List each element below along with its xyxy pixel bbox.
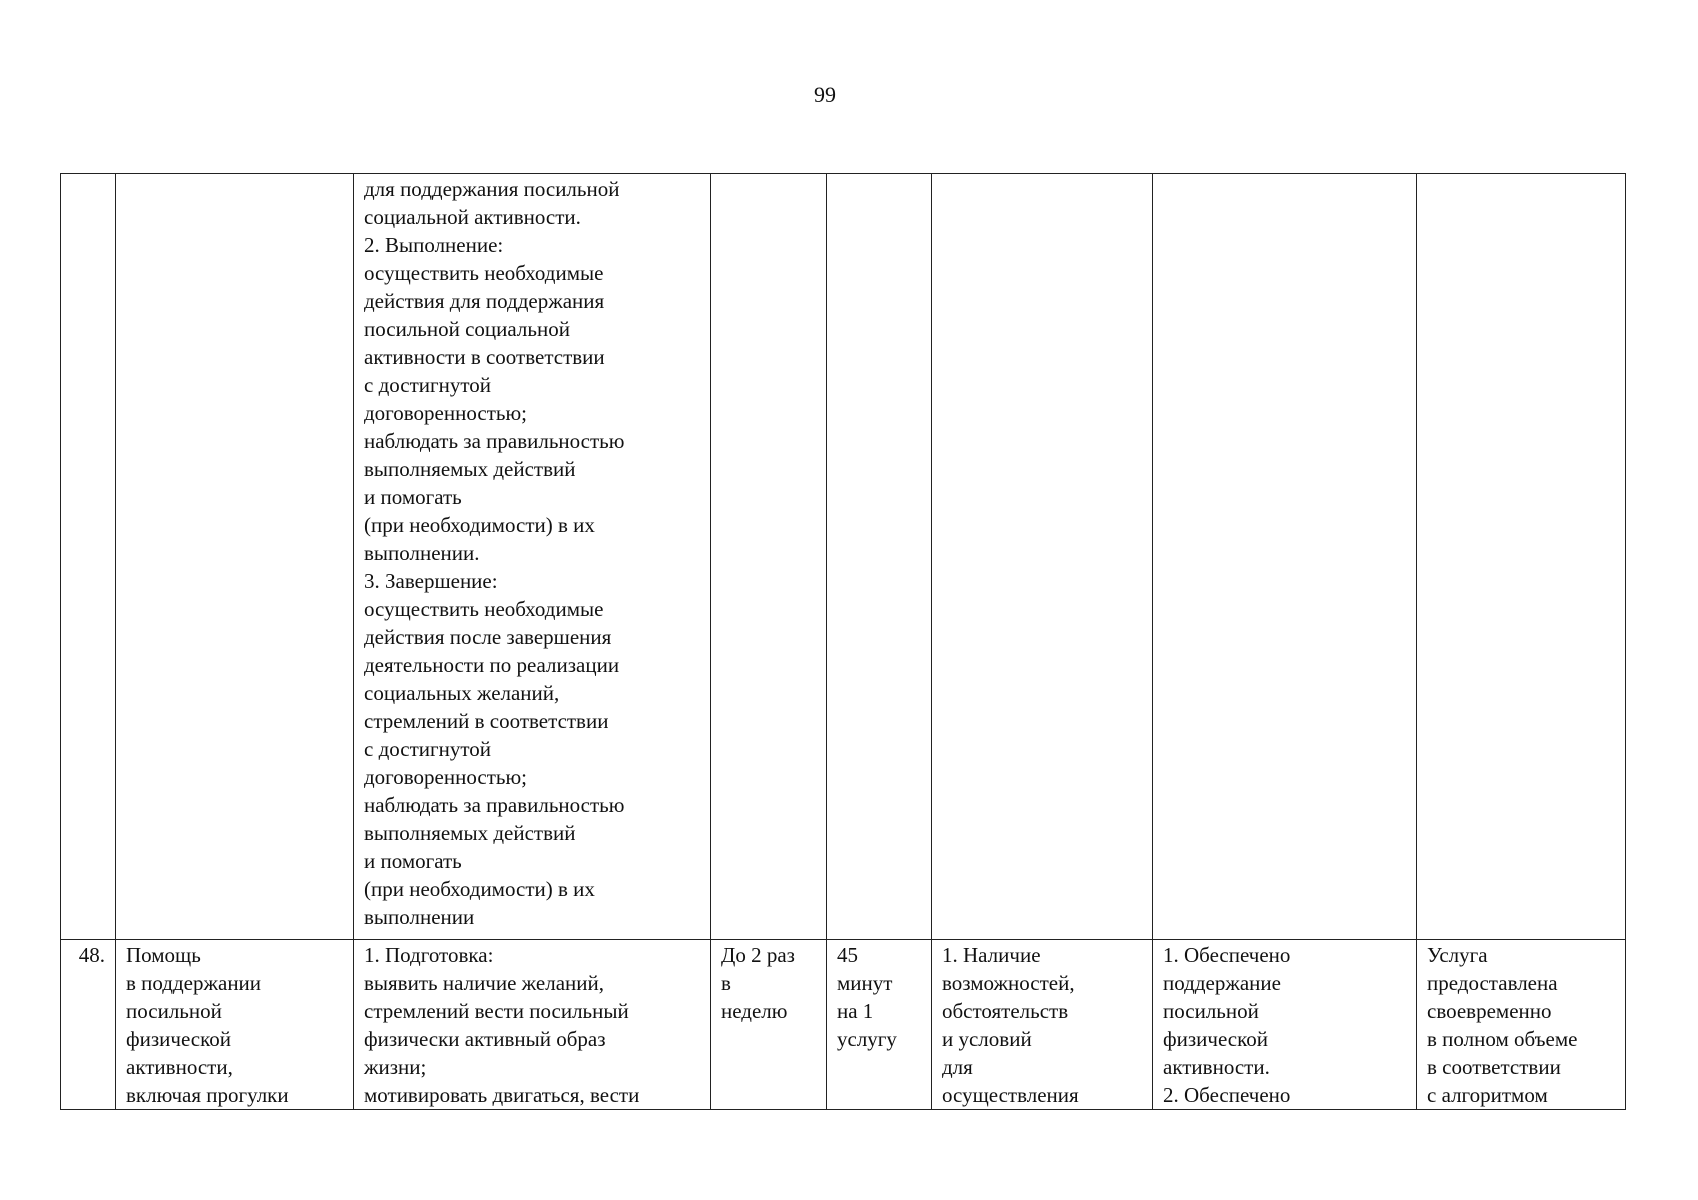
text-line: До 2 раз — [721, 943, 795, 967]
text-line: наблюдать за правильностью — [364, 793, 625, 817]
text-line: наблюдать за правильностью — [364, 429, 625, 453]
frequency-cell — [711, 174, 827, 940]
text-line: (при необходимости) в их — [364, 513, 595, 537]
text-line: выполнении — [364, 905, 475, 929]
text-line: посильной — [1163, 999, 1259, 1023]
text-line: 2. Выполнение: — [364, 233, 504, 257]
text-line: выполняемых действий — [364, 457, 576, 481]
text-line: действия после завершения — [364, 625, 612, 649]
text-line: минут — [837, 971, 893, 995]
duration-cell — [827, 940, 932, 1110]
service-name-cell — [116, 940, 354, 1110]
text-line: (при необходимости) в их — [364, 877, 595, 901]
text-line: Услуга — [1427, 943, 1488, 967]
text-line: услугу — [837, 1027, 897, 1051]
text-line: выполнении. — [364, 541, 480, 565]
table-row-48 — [61, 940, 1626, 1110]
text-line: в поддержании — [126, 971, 262, 995]
text-line: 3. Завершение: — [364, 569, 498, 593]
procedure-cell — [354, 174, 711, 940]
service-name-cell — [116, 174, 354, 940]
conditions-cell — [932, 940, 1153, 1110]
quality-cell — [1417, 940, 1626, 1110]
conditions-cell — [932, 174, 1153, 940]
text-line: мотивировать двигаться, вести — [364, 1083, 640, 1107]
text-line: с достигнутой — [364, 737, 492, 761]
duration-cell — [827, 174, 932, 940]
text-line: действия для поддержания — [364, 289, 605, 313]
text-line: стремлений вести посильный — [364, 999, 629, 1023]
text-line: социальных желаний, — [364, 681, 560, 705]
text-line: договоренностью; — [364, 401, 527, 425]
text-line: для поддержания посильной — [364, 177, 620, 201]
text-line: осуществления — [942, 1083, 1079, 1107]
text-line: активности. — [1163, 1055, 1270, 1079]
text-line: осуществить необходимые — [364, 597, 604, 621]
text-line: 1. Обеспечено — [1163, 943, 1291, 967]
page-number: 99 — [814, 82, 836, 107]
text-line: с достигнутой — [364, 373, 492, 397]
text-line: 45 — [837, 943, 858, 967]
text-line: и помогать — [364, 485, 462, 509]
text-line: поддержание — [1163, 971, 1281, 995]
text-line: своевременно — [1427, 999, 1552, 1023]
text-line: неделю — [721, 999, 788, 1023]
results-cell — [1153, 940, 1417, 1110]
text-line: физической — [126, 1027, 231, 1051]
row-number-cell — [61, 174, 116, 940]
text-line: активности, — [126, 1055, 233, 1079]
text-line: в — [721, 971, 731, 995]
text-line: жизни; — [364, 1055, 427, 1079]
results-cell — [1153, 174, 1417, 940]
text-line: возможностей, — [942, 971, 1075, 995]
text-line: 1. Наличие — [942, 943, 1041, 967]
services-table — [60, 173, 1626, 1110]
text-line: посильной — [126, 999, 222, 1023]
quality-cell — [1417, 174, 1626, 940]
text-line: в полном объеме — [1427, 1027, 1578, 1051]
text-line: обстоятельств — [942, 999, 1069, 1023]
table-row-continued — [61, 174, 1626, 940]
text-line: договоренностью; — [364, 765, 527, 789]
text-line: стремлений в соответствии — [364, 709, 609, 733]
frequency-cell — [711, 940, 827, 1110]
text-line: социальной активности. — [364, 205, 581, 229]
text-line: для — [942, 1055, 973, 1079]
text-line: предоставлена — [1427, 971, 1558, 995]
text-line: на 1 — [837, 999, 874, 1023]
row-number-cell: 48. — [61, 940, 116, 1110]
text-line: 2. Обеспечено — [1163, 1083, 1291, 1107]
text-line: и помогать — [364, 849, 462, 873]
text-line: с алгоритмом — [1427, 1083, 1548, 1107]
text-line: физической — [1163, 1027, 1268, 1051]
text-line: посильной социальной — [364, 317, 570, 341]
text-line: выполняемых действий — [364, 821, 576, 845]
text-line: в соответствии — [1427, 1055, 1561, 1079]
text-line: и условий — [942, 1027, 1032, 1051]
text-line: выявить наличие желаний, — [364, 971, 604, 995]
text-line: Помощь — [126, 943, 201, 967]
procedure-cell — [354, 940, 711, 1110]
text-line: осуществить необходимые — [364, 261, 604, 285]
text-line: физически активный образ — [364, 1027, 606, 1051]
text-line: 1. Подготовка: — [364, 943, 494, 967]
text-line: активности в соответствии — [364, 345, 605, 369]
text-line: включая прогулки — [126, 1083, 289, 1107]
text-line: деятельности по реализации — [364, 653, 620, 677]
